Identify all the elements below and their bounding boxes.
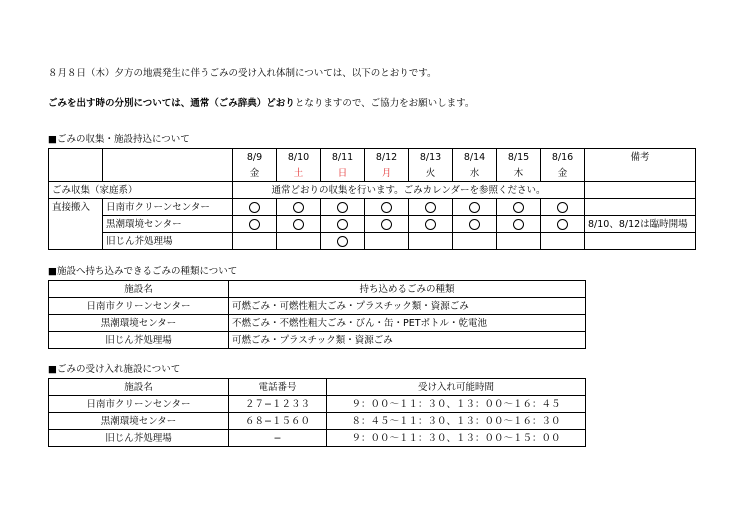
open-circle-icon	[513, 202, 524, 213]
weekday-cell: 月	[365, 165, 409, 182]
schedule-header-blank	[103, 165, 233, 182]
direct-label: 直接搬入	[49, 199, 103, 216]
hours-header-name: 施設名	[49, 379, 229, 396]
hours-facility-name: 日南市クリーンセンター	[49, 396, 229, 413]
remarks-cell	[585, 233, 696, 250]
open-circle-icon	[249, 202, 260, 213]
date-cell: 8/12	[365, 149, 409, 166]
facility-name: 旧じん芥処理場	[103, 233, 233, 250]
intro-text: ８月８日（木）夕方の地震発生に伴うごみの受け入れ体制については、以下のとおりです。	[48, 68, 437, 79]
facility-name: 日南市クリーンセンター	[103, 199, 233, 216]
facility-name: 黒潮環境センター	[103, 216, 233, 233]
hours-header-phone: 電話番号	[229, 379, 327, 396]
date-cell: 8/15	[497, 149, 541, 166]
hours-phone: −	[229, 430, 327, 447]
hours-facility-name: 黒潮環境センター	[49, 413, 229, 430]
date-cell: 8/16	[541, 149, 585, 166]
direct-label-span	[49, 233, 103, 250]
kinds-facility-name: 旧じん芥処理場	[49, 332, 229, 349]
open-circle-icon	[381, 202, 392, 213]
open-circle-icon	[337, 236, 348, 247]
remarks-header: 備考	[585, 149, 696, 166]
open-circle-icon	[557, 219, 568, 230]
remarks-cell	[585, 165, 696, 182]
date-cell: 8/11	[321, 149, 365, 166]
date-cell: 8/9	[233, 149, 277, 166]
hours-phone: ２７−１２３３	[229, 396, 327, 413]
hours-time: ８：４５〜１１：３０、１３：００〜１６：３０	[327, 413, 586, 430]
kinds-list: 不燃ごみ・不燃性粗大ごみ・びん・缶・PETボトル・乾電池	[229, 315, 586, 332]
schedule-header-blank	[49, 165, 103, 182]
schedule-heading: ■ごみの収集・施設持込について	[48, 134, 190, 145]
hours-heading: ■ごみの受け入れ施設について	[48, 364, 181, 375]
open-circle-icon	[293, 202, 304, 213]
open-circle-icon	[293, 219, 304, 230]
open-circle-icon	[513, 219, 524, 230]
sorting-note-rest: となりますので、ご協力をお願いします。	[294, 98, 475, 109]
sorting-note-bold: ごみを出す時の分別については、通常（ごみ辞典）どおり	[48, 98, 295, 109]
household-text: 通常どおりの収集を行います。ごみカレンダーを参照ください。	[233, 182, 585, 199]
household-label: ごみ収集（家庭系）	[49, 182, 233, 199]
remarks-cell	[585, 199, 696, 216]
open-circle-icon	[469, 219, 480, 230]
kinds-list: 可燃ごみ・プラスチック類・資源ごみ	[229, 332, 586, 349]
hours-time: ９：００〜１１：３０、１３：００〜１６：４５	[327, 396, 586, 413]
remarks-cell: 8/10、8/12は臨時開場	[585, 216, 696, 233]
kinds-header-name: 施設名	[49, 281, 229, 298]
open-circle-icon	[557, 202, 568, 213]
open-circle-icon	[425, 202, 436, 213]
open-circle-icon	[337, 202, 348, 213]
date-cell: 8/14	[453, 149, 497, 166]
kinds-header-kinds: 持ち込めるごみの種類	[229, 281, 586, 298]
kinds-facility-name: 黒潮環境センター	[49, 315, 229, 332]
weekday-cell: 金	[541, 165, 585, 182]
hours-phone: ６８−１５６０	[229, 413, 327, 430]
kinds-table	[48, 280, 586, 349]
weekday-cell: 日	[321, 165, 365, 182]
kinds-list: 可燃ごみ・可燃性粗大ごみ・プラスチック類・資源ごみ	[229, 298, 586, 315]
weekday-cell: 金	[233, 165, 277, 182]
hours-facility-name: 旧じん芥処理場	[49, 430, 229, 447]
weekday-cell: 木	[497, 165, 541, 182]
kinds-facility-name: 日南市クリーンセンター	[49, 298, 229, 315]
hours-time: ９：００〜１１：３０、１３：００〜１５：００	[327, 430, 586, 447]
open-circle-icon	[381, 219, 392, 230]
weekday-cell: 火	[409, 165, 453, 182]
date-cell: 8/10	[277, 149, 321, 166]
remarks-cell	[585, 182, 696, 199]
open-circle-icon	[469, 202, 480, 213]
sorting-note	[48, 98, 474, 109]
open-circle-icon	[249, 219, 260, 230]
schedule-header-blank	[103, 149, 233, 166]
hours-table	[48, 378, 586, 447]
open-circle-icon	[337, 219, 348, 230]
schedule-header-blank	[49, 149, 103, 166]
weekday-cell: 土	[277, 165, 321, 182]
hours-header-hours: 受け入れ可能時間	[327, 379, 586, 396]
schedule-table	[48, 148, 696, 250]
weekday-cell: 水	[453, 165, 497, 182]
date-cell: 8/13	[409, 149, 453, 166]
direct-label-span	[49, 216, 103, 233]
kinds-heading: ■施設へ持ち込みできるごみの種類について	[48, 266, 238, 277]
open-circle-icon	[425, 219, 436, 230]
